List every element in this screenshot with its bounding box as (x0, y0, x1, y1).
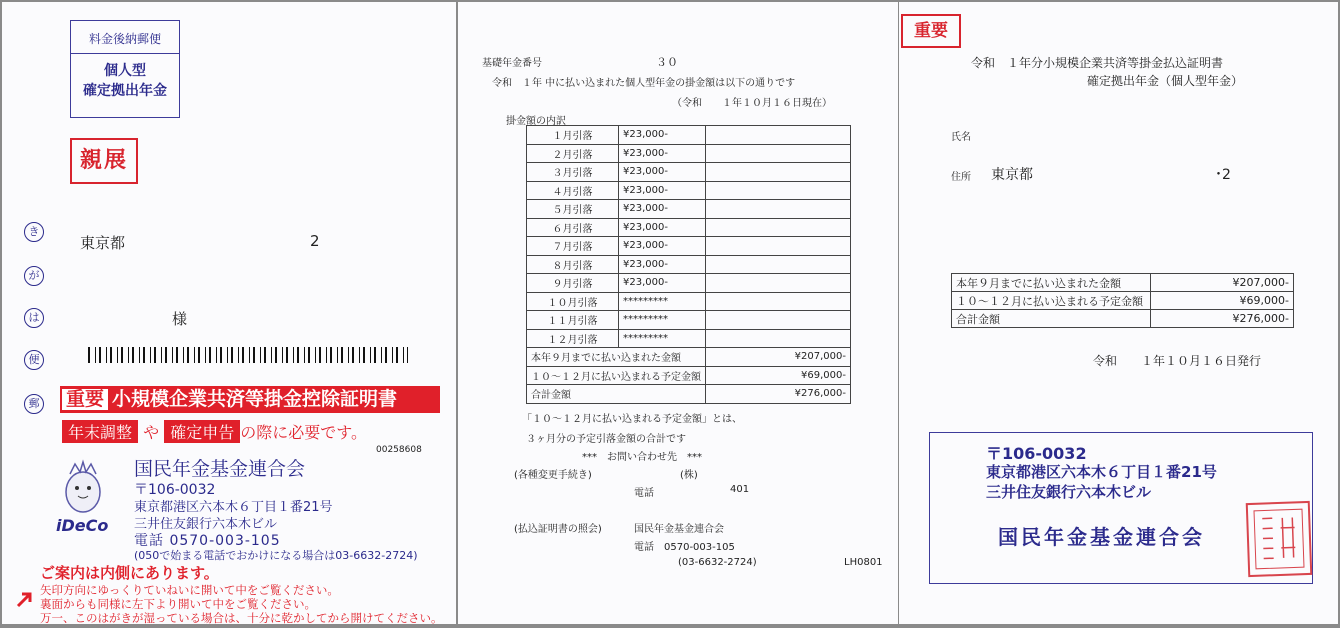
table-cell (706, 255, 851, 274)
sender-org: 国民年金基金連合会 (998, 525, 1205, 549)
table-row (527, 237, 851, 256)
table-cell: １０～１２月に払い込まれる予定金額 (952, 292, 1151, 310)
table-row (527, 292, 851, 311)
table-cell: ５月引落 (527, 200, 619, 219)
document-code: LH0801 (844, 557, 883, 568)
table-cell (706, 126, 851, 145)
table-row (952, 274, 1294, 292)
table-row (952, 292, 1294, 310)
address-value: 東京都 (991, 167, 1033, 183)
envelope-panel (2, 2, 456, 624)
table-cell: ¥276,000- (706, 385, 851, 404)
org-name: 国民年金基金連合会 (134, 458, 306, 480)
purpose-line (62, 420, 367, 443)
cert-inquiry-phone-alt: (03-6632-2724) (678, 557, 757, 568)
mail-char: 便 (24, 350, 44, 370)
org-phone-alt: (050で始まる電話でおかけになる場合は03-6632-2724) (134, 549, 418, 562)
table-cell: ¥69,000- (1151, 292, 1294, 310)
table-cell (706, 218, 851, 237)
table-cell: ¥207,000- (1151, 274, 1294, 292)
table-cell: １２月引落 (527, 329, 619, 348)
table-cell: ¥23,000- (619, 274, 706, 293)
table-row (952, 310, 1294, 328)
important-banner (60, 386, 440, 413)
table-cell: ¥69,000- (706, 366, 851, 385)
table-cell: ¥23,000- (619, 126, 706, 145)
cert-inquiry-org: 国民年金基金連合会 (634, 524, 724, 535)
sender-address: 東京都港区六本木６丁目１番21号 (986, 463, 1217, 481)
purpose-year-end: 年末調整 (62, 420, 138, 443)
contribution-table (526, 125, 851, 404)
notice-line: 裏面からも同様に左下より開いて中をご覧ください。 (40, 597, 316, 611)
table-cell (706, 237, 851, 256)
table-row (527, 366, 851, 385)
pension-number-label: 基礎年金番号 (482, 58, 542, 69)
official-seal (1246, 501, 1313, 577)
org-zip: 〒106-0032 (134, 482, 216, 498)
table-row (527, 385, 851, 404)
table-cell (706, 163, 851, 182)
table-cell: ¥276,000- (1151, 310, 1294, 328)
table-cell: ８月引落 (527, 255, 619, 274)
table-cell: １１月引落 (527, 311, 619, 330)
table-cell: ¥23,000- (619, 237, 706, 256)
notice-line: 万一、このはがきが湿っている場合は、十分に乾かしてから開けてください。 (40, 611, 443, 625)
table-cell: ********* (619, 292, 706, 311)
table-cell: ¥23,000- (619, 200, 706, 219)
table-cell (706, 144, 851, 163)
statement-panel (458, 2, 898, 624)
table-cell (706, 292, 851, 311)
table-cell: ６月引落 (527, 218, 619, 237)
table-cell (706, 274, 851, 293)
customer-barcode (88, 347, 408, 363)
table-cell: ¥207,000- (706, 348, 851, 367)
mascot-icon (58, 458, 108, 516)
recipient-honorific: 様 (172, 310, 188, 328)
statement-intro: 令和 １年 中に払い込まれた個人型年金の掛金額は以下の通りです (492, 78, 796, 89)
table-cell: ３月引落 (527, 163, 619, 182)
table-cell: １０～１２月に払い込まれる予定金額 (527, 366, 706, 385)
open-arrow-icon (14, 588, 36, 610)
change-phone: 401 (730, 484, 750, 495)
table-row (527, 163, 851, 182)
table-cell: 合計金額 (527, 385, 706, 404)
table-cell: ¥23,000- (619, 218, 706, 237)
cert-inquiry-label: (払込証明書の照会) (514, 524, 602, 535)
mail-char: は (24, 308, 44, 328)
serial-number: 00258608 (376, 445, 422, 455)
table-cell: 本年９月までに払い込まれた金額 (527, 348, 706, 367)
cert-inquiry-phone: 電話 0570-003-105 (634, 542, 735, 553)
ideco-logo: iDeCo (56, 516, 109, 535)
table-row (527, 218, 851, 237)
important-stamp: 重要 (901, 14, 961, 48)
table-cell (706, 311, 851, 330)
table-row (527, 126, 851, 145)
note-line: 「１０～１２月に払い込まれる予定金額」とは、 (522, 414, 742, 425)
table-cell: 合計金額 (952, 310, 1151, 328)
table-cell: ７月引落 (527, 237, 619, 256)
table-cell: ９月引落 (527, 274, 619, 293)
seal-icon (1248, 503, 1310, 575)
confidential-stamp: 親展 (70, 138, 138, 184)
mail-char: が (24, 266, 44, 286)
table-cell: ********* (619, 311, 706, 330)
table-row (527, 181, 851, 200)
change-phone-label: 電話 (634, 488, 654, 499)
sender-building: 三井住友銀行六本木ビル (986, 483, 1152, 501)
table-row (527, 348, 851, 367)
change-procedure-label: (各種変更手続き) (514, 470, 592, 481)
postage-mark (70, 20, 180, 118)
org-address: 東京都港区六本木６丁目１番21号 (134, 500, 333, 515)
table-cell: １０月引落 (527, 292, 619, 311)
table-cell (706, 200, 851, 219)
purpose-tax-return: 確定申告 (164, 420, 240, 443)
pension-number-value: ３０ (656, 56, 678, 69)
table-cell: ２月引落 (527, 144, 619, 163)
table-cell: ********* (619, 329, 706, 348)
issue-date: 令和 １年１０月１６日発行 (1093, 354, 1262, 368)
purpose-mid: や (143, 423, 160, 442)
statement-as-of: （令和 １年１０月１６日現在） (672, 98, 832, 109)
table-row (527, 144, 851, 163)
important-tag: 重要 (62, 389, 108, 410)
table-cell: ４月引落 (527, 181, 619, 200)
table-cell: 本年９月までに払い込まれた金額 (952, 274, 1151, 292)
change-procedure-company: (株) (680, 470, 698, 481)
certificate-sum-table (951, 273, 1294, 328)
certificate-subtitle: 確定拠出年金（個人型年金） (1087, 74, 1244, 88)
name-label: 氏名 (951, 132, 971, 143)
table-cell: １月引落 (527, 126, 619, 145)
contact-header: *** お問い合わせ先 *** (582, 452, 702, 463)
mail-char: き (24, 222, 44, 242)
table-cell (706, 329, 851, 348)
certificate-title: 令和 １年分小規模企業共済等掛金払込証明書 (971, 56, 1224, 70)
notice-title: ご案内は内側にあります。 (40, 564, 219, 582)
postage-type: 個人型 (104, 63, 146, 79)
purpose-tail: の際に必要です。 (240, 423, 367, 442)
breakdown-label: 掛金額の内訳 (506, 116, 566, 127)
note-line: ３ヶ月分の予定引落金額の合計です (526, 434, 686, 445)
address-suffix: ･2 (1215, 167, 1231, 183)
table-row (527, 200, 851, 219)
table-cell: ¥23,000- (619, 181, 706, 200)
address-label: 住所 (951, 172, 971, 183)
sender-zip: 〒106-0032 (986, 444, 1087, 463)
table-row (527, 329, 851, 348)
org-building: 三井住友銀行六本木ビル (134, 517, 278, 532)
banner-title: 小規模企業共済等掛金控除証明書 (112, 388, 398, 410)
table-row (527, 274, 851, 293)
table-cell (706, 181, 851, 200)
table-cell: ¥23,000- (619, 144, 706, 163)
postage-type-2: 確定拠出年金 (83, 83, 167, 99)
postage-label: 料金後納郵便 (71, 21, 179, 54)
table-row (527, 255, 851, 274)
notice-line: 矢印方向にゆっくりていねいに開いて中をご覧ください。 (40, 583, 339, 597)
table-cell: ¥23,000- (619, 163, 706, 182)
mail-char: 郵 (24, 394, 44, 414)
certificate-panel (899, 2, 1338, 624)
table-row (527, 311, 851, 330)
table-cell: ¥23,000- (619, 255, 706, 274)
org-phone: 電話 0570-003-105 (134, 533, 281, 549)
recipient-address: 東京都 (80, 234, 126, 252)
recipient-address-suffix: 2 (310, 232, 320, 250)
